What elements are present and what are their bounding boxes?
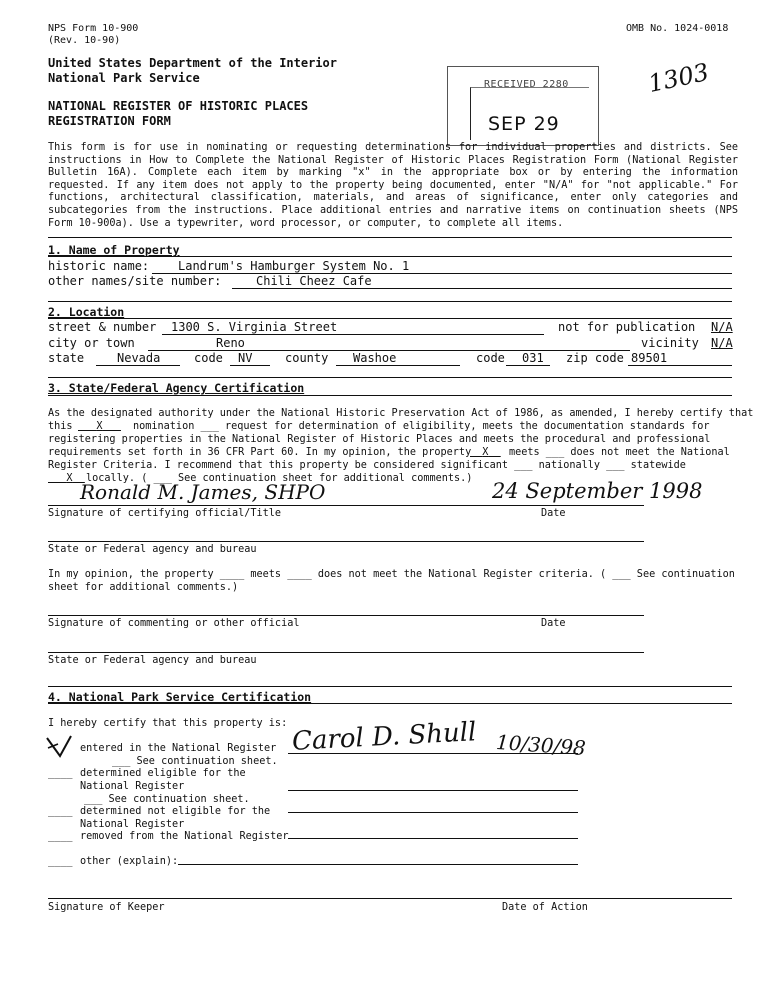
eligible-label-1: determined eligible for the [80, 768, 246, 779]
zip-line [628, 365, 732, 366]
section4-heading: 4. National Park Service Certification [48, 690, 312, 704]
not-eligible-label-2: National Register [80, 819, 185, 830]
state-value: Nevada [117, 351, 161, 365]
other-names-value: Chili Cheez Cafe [256, 274, 372, 288]
cert-nomination-mark [78, 421, 121, 432]
street-label: street & number [48, 320, 157, 334]
cert-meets-x: X [482, 447, 489, 458]
opinion-line-2: sheet for additional comments.) [48, 582, 239, 593]
keeper-line-4 [288, 838, 578, 839]
county-code-label: code [476, 351, 505, 365]
form-subtitle: REGISTRATION FORM [48, 114, 171, 128]
keeper-intro: I hereby certify that this property is: [48, 718, 288, 729]
county-label: county [285, 351, 329, 365]
cert-meets-mark [470, 447, 501, 458]
cert-line-4b: meets ___ does not meet the National [509, 447, 730, 458]
vicinity-label: vicinity [641, 336, 699, 350]
eligible-label-2: National Register [80, 781, 185, 792]
form-revision: (Rev. 10-90) [48, 35, 121, 46]
zip-value: 89501 [631, 351, 668, 365]
handwritten-number: 1303 [645, 57, 712, 99]
other-explain-line [178, 864, 578, 865]
vicinity-value: N/A [711, 336, 733, 350]
signature-line [48, 505, 644, 506]
keeper-signature-date: 10/30/98 [495, 729, 587, 761]
agency2-label: State or Federal agency and bureau [48, 655, 257, 666]
section3-heading: 3. State/Federal Agency Certification [48, 381, 305, 395]
agency-label: State or Federal agency and bureau [48, 544, 257, 555]
commenting-date-label: Date [541, 618, 566, 629]
street-line [162, 334, 544, 335]
state-code-line [230, 365, 270, 366]
received-stamp [447, 66, 599, 146]
historic-name-line [152, 273, 732, 274]
historic-name-label: historic name: [48, 259, 150, 273]
shpo-signature: Ronald M. James, SHPO [80, 480, 326, 504]
department-name: United States Department of the Interior [48, 56, 337, 70]
shpo-signature-date: 24 September 1998 [492, 479, 703, 503]
section2-heading: 2. Location [48, 305, 125, 319]
service-name: National Park Service [48, 71, 200, 85]
divider [48, 256, 732, 257]
state-code-value: NV [238, 351, 253, 365]
section1-heading: 1. Name of Property [48, 243, 180, 257]
eligible-continuation: ___ See continuation sheet. [84, 794, 250, 805]
agency2-line [48, 652, 644, 653]
cert-line-3: registering properties in the National Register of Historic Places and meets the procedural and professional [48, 434, 711, 445]
cert-line-1: As the designated authority under the National Historic Preservation Act of 1986, as amended, I hereby certify that [48, 408, 754, 419]
divider [48, 318, 732, 319]
entered-continuation: ___ See continuation sheet. [112, 756, 278, 767]
certifying-official-label: Signature of certifying official/Title [48, 508, 282, 519]
cert-line-5: Register Criteria. I recommend that this property be considered significant ___ nationally ___ statewide [48, 460, 686, 471]
city-label: city or town [48, 336, 135, 350]
other-label: other (explain): [80, 856, 179, 867]
divider [48, 301, 732, 302]
keeper-signature-line [48, 898, 732, 899]
county-code-line [506, 365, 550, 366]
nfp-value: N/A [711, 320, 733, 334]
keeper-label: Signature of Keeper [48, 902, 165, 913]
zip-label: zip code [566, 351, 624, 365]
removed-checkbox: ____ [48, 831, 73, 842]
divider [48, 377, 732, 378]
divider [48, 237, 732, 238]
divider [48, 703, 732, 704]
cert-line-4a: requirements set forth in 36 CFR Part 60. In my opinion, the property [48, 447, 472, 458]
commenting-official-label: Signature of commenting or other official [48, 618, 300, 629]
state-code-label: code [194, 351, 223, 365]
divider [48, 686, 732, 687]
other-names-label: other names/site number: [48, 274, 222, 288]
instructions-paragraph: This form is for use in nominating or requesting determinations for individual properties and districts. See instructions in How to Complete the National Register of Historic Places Registration Form (National Register Bulletin 16A). Complete each item by marking "x" in the appropriate box or by entering the information requested. If any item does not apply to the property being documented, enter "N/A" for "not applicable." For functions, architectural classification, materials, and areas of significance, enter only categories and subcategories from the instructions. Place additional entries and narrative items on continuation sheets (NPS Form 10-900a). Use a typewriter, word processor, or computer, to complete all items. [48, 142, 738, 229]
cert-line-6: locally. ( ___ See continuation sheet for additional comments.) [86, 473, 473, 484]
street-value: 1300 S. Virginia Street [171, 320, 338, 334]
county-code-value: 031 [522, 351, 544, 365]
county-line [336, 365, 460, 366]
not-eligible-checkbox: ____ [48, 806, 73, 817]
city-value: Reno [216, 336, 245, 350]
comment-signature-line [48, 615, 644, 616]
cert-locally-x: X [66, 473, 73, 484]
stamp-received-text: RECEIVED 2280 [484, 79, 569, 90]
keeper-signature: Carol D. Shull [291, 717, 478, 757]
state-label: state [48, 351, 85, 365]
form-number: NPS Form 10-900 [48, 23, 139, 34]
form-title: NATIONAL REGISTER OF HISTORIC PLACES [48, 99, 309, 113]
divider [48, 395, 732, 396]
cert-nomination-x: X [96, 421, 103, 432]
omb-number: OMB No. 1024-0018 [626, 23, 729, 34]
action-date-label: Date of Action [502, 902, 588, 913]
removed-label: removed from the National Register [80, 831, 289, 842]
county-value: Washoe [353, 351, 397, 365]
cert-line-2b: nomination ___ request for determination of eligibility, meets the documentation standards for [133, 421, 710, 432]
other-checkbox: ____ [48, 856, 73, 867]
other-names-line [232, 288, 732, 289]
eligible-checkbox: ____ [48, 768, 73, 779]
not-eligible-label-1: determined not eligible for the [80, 806, 271, 817]
opinion-line-1: In my opinion, the property ____ meets ____ does not meet the National Register criteria. ( ___ See continuation [48, 569, 735, 580]
nfp-label: not for publication [558, 320, 696, 334]
cert-line-2a: this [48, 421, 73, 432]
keeper-line-2 [288, 790, 578, 791]
entered-label: entered in the National Register [80, 743, 277, 754]
entered-check-mark [44, 734, 74, 760]
state-line [96, 365, 180, 366]
agency-line [48, 541, 644, 542]
certifying-date-label: Date [541, 508, 566, 519]
stamp-date: SEP 29 [488, 113, 560, 135]
historic-name-value: Landrum's Hamburger System No. 1 [178, 259, 410, 273]
keeper-line-3 [288, 812, 578, 813]
